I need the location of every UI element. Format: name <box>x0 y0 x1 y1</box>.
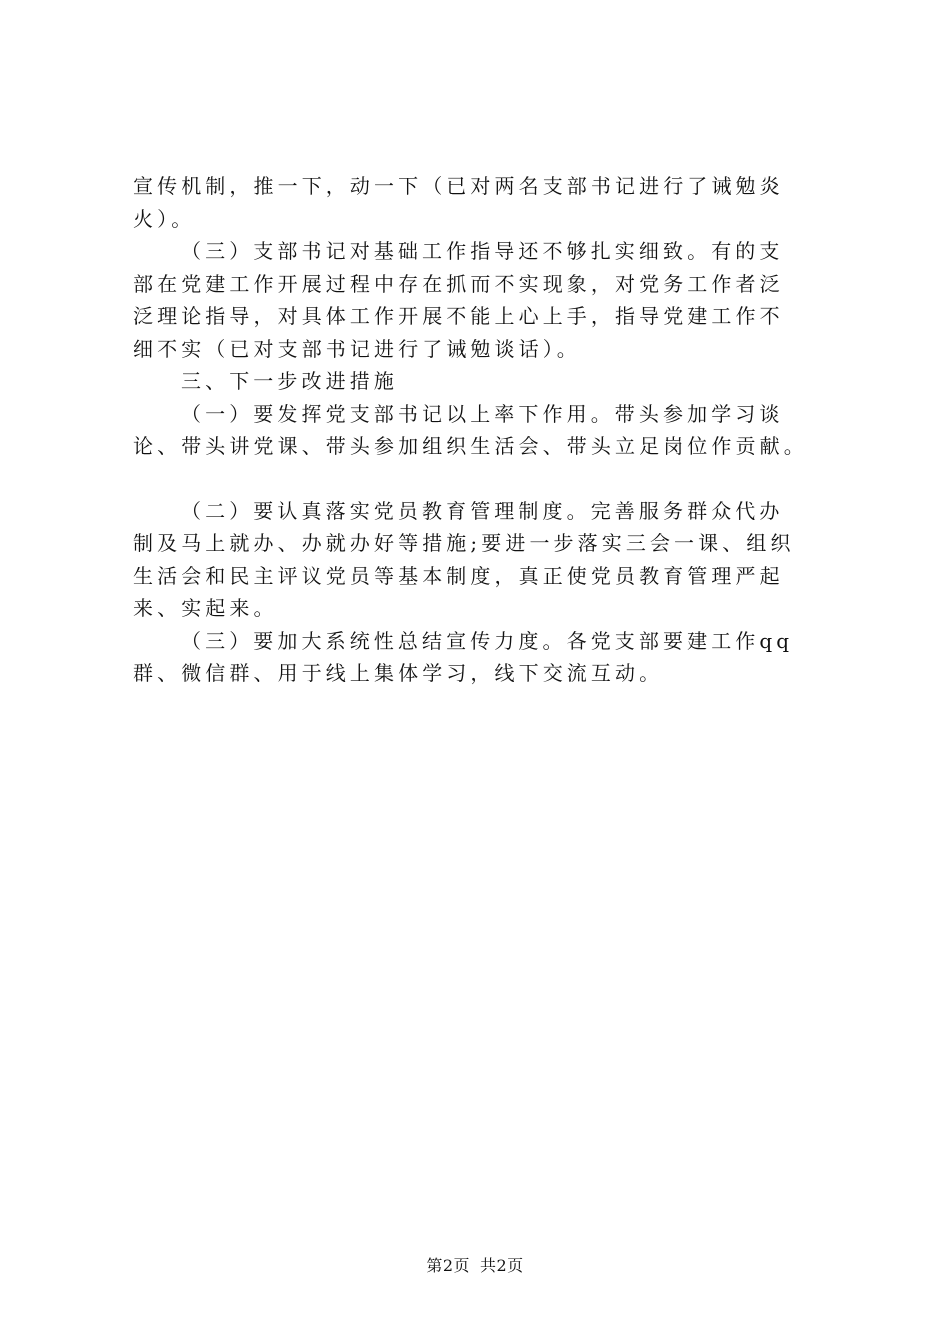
text-line: 来、实起来。 <box>133 596 278 620</box>
page-total: 共2页 <box>480 1256 524 1275</box>
text-line: 生活会和民主评议党员等基本制度，真正使党员教育管理严起 <box>133 563 784 588</box>
text-line: 群、微信群、用于线上集体学习，线下交流互动。 <box>133 661 664 685</box>
text-line: 泛理论指导，对具体工作开展不能上心上手，指导党建工作不 <box>133 304 784 328</box>
document-body <box>133 170 853 690</box>
text-line: 部在党建工作开展过程中存在抓而不实现象，对党务工作者泛 <box>133 271 784 296</box>
text-line: 论、带头讲党课、带头参加组织生活会、带头立足岗位作贡献。 <box>133 434 808 458</box>
text-line: （一）要发挥党支部书记以上率下作用。带头参加学习谈 <box>181 401 784 426</box>
paragraph-gap <box>133 463 853 495</box>
text-line: （三）要加大系统性总结宣传力度。各党支部要建工作qq <box>181 628 794 653</box>
text-line: 细不实（已对支部书记进行了诫勉谈话）。 <box>133 336 581 361</box>
text-line: 宣传机制，推一下，动一下（已对两名支部书记进行了诫勉炎 <box>133 174 784 198</box>
text-line: （三）支部书记对基础工作指导还不够扎实细致。有的支 <box>181 239 784 263</box>
text-line: （二）要认真落实党员教育管理制度。完善服务群众代办 <box>181 498 784 523</box>
page-number: 第2页 <box>426 1256 470 1275</box>
section-heading: 三、下一步改进措施 <box>181 369 398 393</box>
text-line: 火）。 <box>133 206 196 231</box>
page-footer <box>0 1255 950 1277</box>
text-line: 制及马上就办、办就办好等措施;要进一步落实三会一课、组织 <box>133 531 795 555</box>
